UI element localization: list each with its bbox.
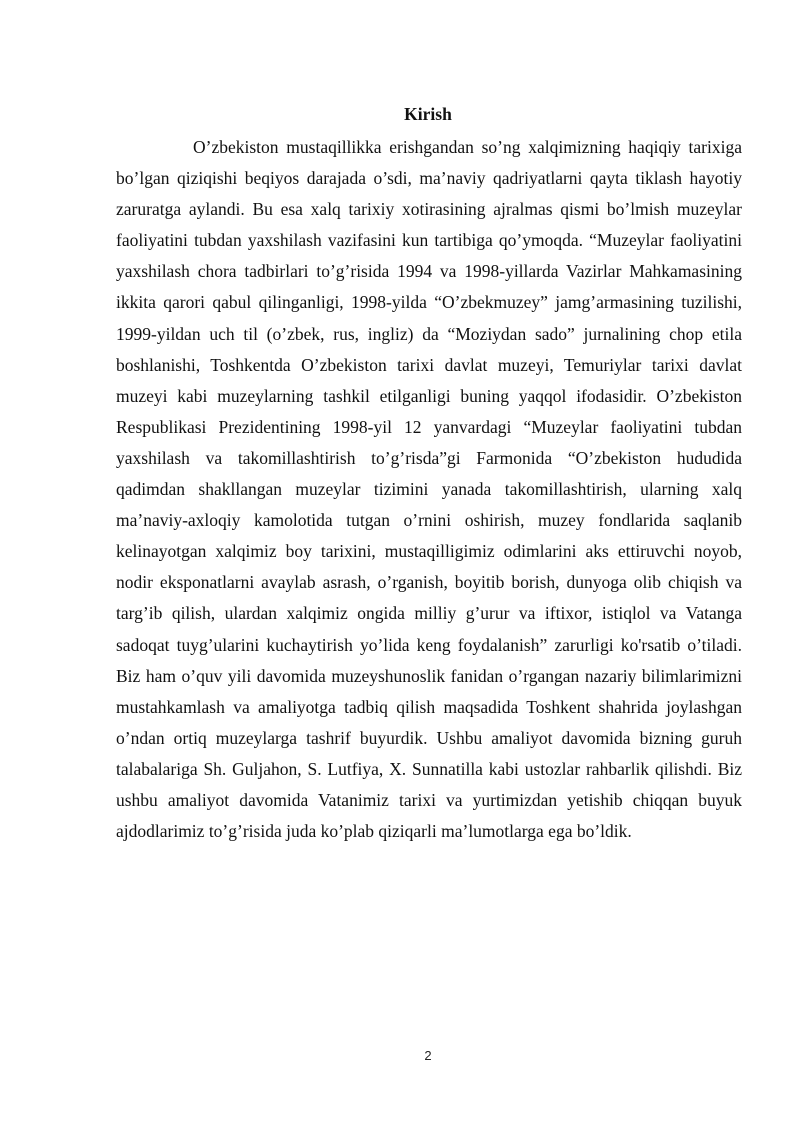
section-title: Kirish xyxy=(404,104,452,124)
body-paragraph: O’zbekiston mustaqillikka erishgandan so’ng xalqimizning haqiqiy tarixiga bo’lgan qiziqishi beqiyos darajada o’sdi, ma’naviy qadriyatlarni qayta tiklash hayotiy zaruratga aylandi. Bu esa xalq tarixiy xotirasining ajralmas qismi bo’lmish muzeylar faoliyatini tubdan yaxshilash vazifasini kun tartibiga qo’ymoqda. “Muzeylar faoliyatini yaxshilash chora tadbirlari to’g’risida 1994 va 1998-yillarda Vazirlar Mahkamasining ikkita qarori qabul qilinganligi, 1998-yilda “O’zbekmuzey” jamg’armasining tuzilishi, 1999-yildan uch til (o’zbek, rus, ingliz) da “Moziydan sado” jurnalining chop etila boshlanishi, Toshkentda O’zbekiston tarixi davlat muzeyi, Temuriylar tarixi davlat muzeyi kabi muzeylarning tashkil etilganligi buning yaqqol ifodasidir. O’zbekiston Respublikasi Prezidentining 1998-yil 12 yanvardagi “Muzeylar faoliyatini tubdan yaxshilash va takomillashtirish to’g’risda”gi Farmonida “O’zbekiston hududida qadimdan shakllangan muzeylar tizimini yanada takomillashtirish, ularning xalq ma’naviy-axloqiy kamolotida tutgan o’rnini oshirish, muzey fondlarida saqlanib kelinayotgan xalqimiz boy tarixini, mustaqilligimiz odimlarini aks ettiruvchi noyob, nodir eksponatlarni avaylab asrash, o’rganish, boyitib borish, dunyoga olib chiqish va targ’ib qilish, ulardan xalqimiz ongida milliy g’urur va iftixor, istiqlol va Vatanga sadoqat tuyg’ularini kuchaytirish yo’lida keng foydalanish” zarurligi ko'rsatib o’tiladi. Biz ham o’quv yili davomida muzeyshunoslik fanidan o’rgangan nazariy bilimlarimizni mustahkamlash va amaliyotga tadbiq qilish maqsadida Toshkent shahrida joylashgan o’ndan ortiq muzeylarga tashrif buyurdik. Ushbu amaliyot davomida bizning guruh talabalariga Sh. Guljahon, S. Lutfiya, X. Sunnatilla kabi ustozlar rahbarlik qilishdi. Biz ushbu amaliyot davomida Vatanimiz tarixi va yurtimizdan yetishib chiqqan buyuk ajdodlarimiz to’g’risida juda ko’plab qiziqarli ma’lumotlarga ega bo’ldik. xyxy=(116,137,742,842)
page-number: 2 xyxy=(424,1048,432,1063)
